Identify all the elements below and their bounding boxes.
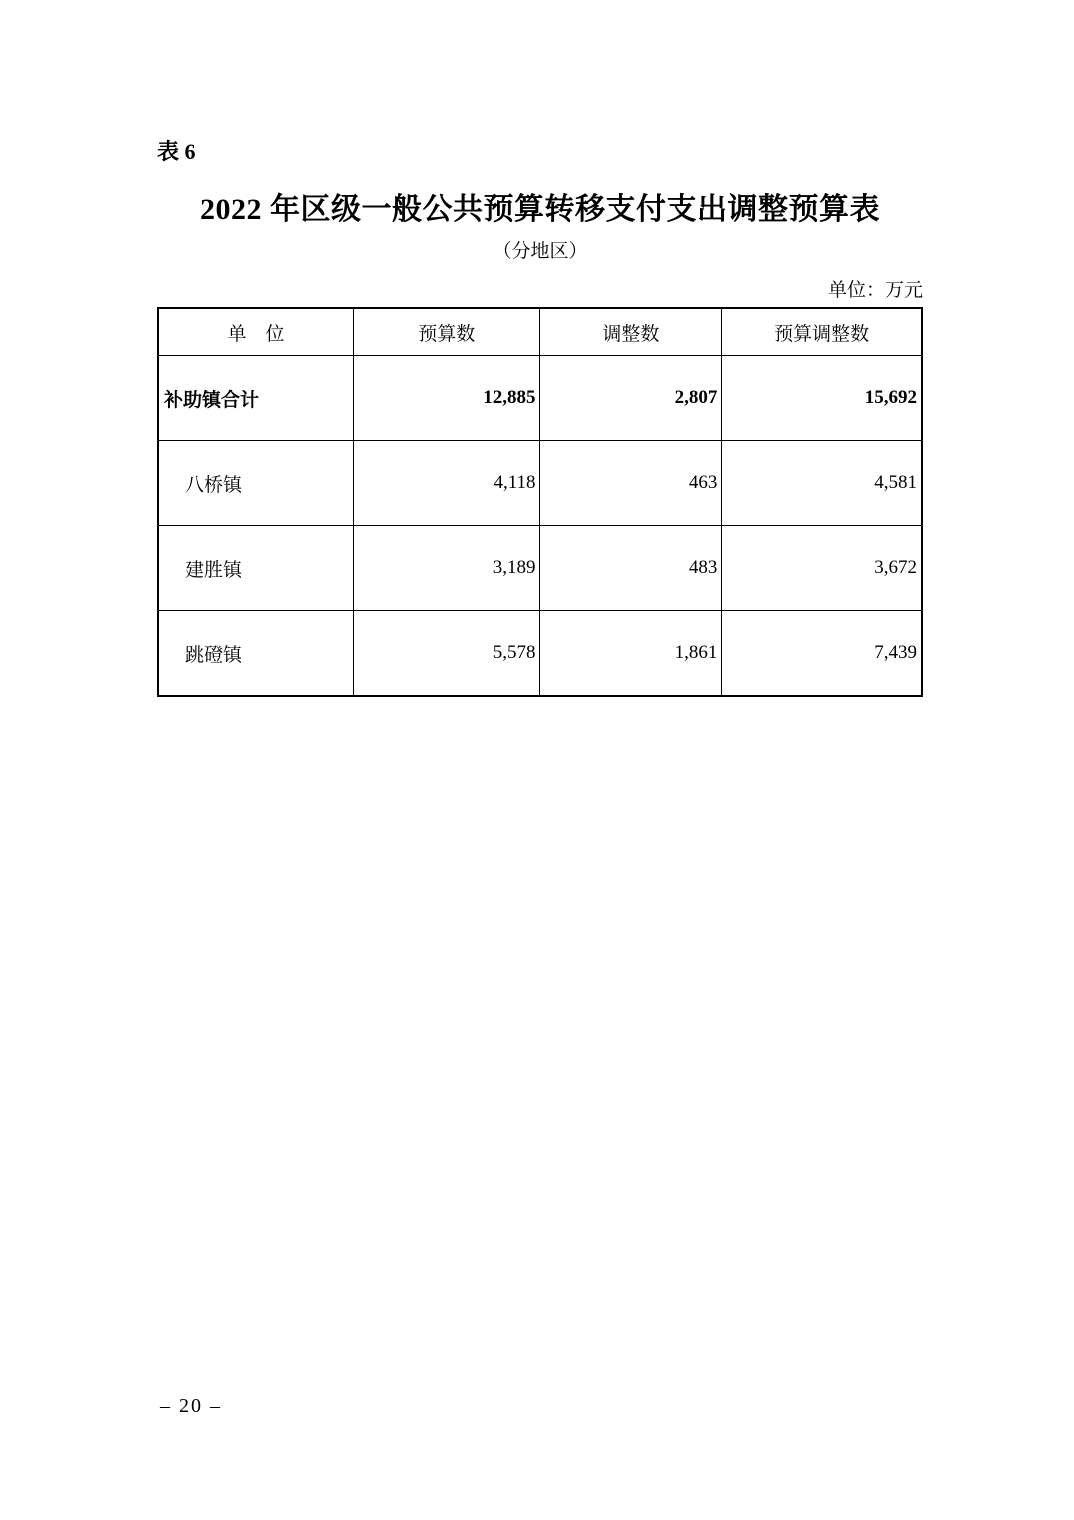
table-number-label: 表 6 (157, 139, 196, 164)
table-row (158, 611, 922, 697)
table-row (158, 356, 922, 441)
table-row (158, 441, 922, 526)
adjusted-budget-cell: 15,692 (722, 356, 922, 441)
budget-table (157, 307, 923, 697)
column-header-adjustment: 调整数 (540, 308, 722, 356)
table-header-row (158, 308, 922, 356)
column-header-unit: 单 位 (158, 308, 354, 356)
adjustment-cell: 1,861 (540, 611, 722, 697)
table-row (158, 526, 922, 611)
adjustment-cell: 483 (540, 526, 722, 611)
adjustment-cell: 463 (540, 441, 722, 526)
adjusted-budget-cell: 4,581 (722, 441, 922, 526)
budget-cell: 4,118 (354, 441, 540, 526)
page-subtitle: （分地区） (492, 240, 588, 262)
unit-cell: 八桥镇 (158, 441, 354, 526)
unit-cell: 跳磴镇 (158, 611, 354, 697)
table-body (158, 356, 922, 697)
unit-cell: 建胜镇 (158, 526, 354, 611)
adjusted-budget-cell: 7,439 (722, 611, 922, 697)
budget-cell: 5,578 (354, 611, 540, 697)
budget-cell: 3,189 (354, 526, 540, 611)
adjustment-cell: 2,807 (540, 356, 722, 441)
budget-cell: 12,885 (354, 356, 540, 441)
page-content (157, 0, 923, 697)
unit-cell: 补助镇合计 (158, 356, 354, 441)
page-title: 2022 年区级一般公共预算转移支付支出调整预算表 (200, 192, 880, 226)
page-number: – 20 – (160, 1395, 222, 1417)
column-header-budget: 预算数 (354, 308, 540, 356)
column-header-adjusted-budget: 预算调整数 (722, 308, 922, 356)
adjusted-budget-cell: 3,672 (722, 526, 922, 611)
unit-note: 单位：万元 (827, 280, 923, 302)
